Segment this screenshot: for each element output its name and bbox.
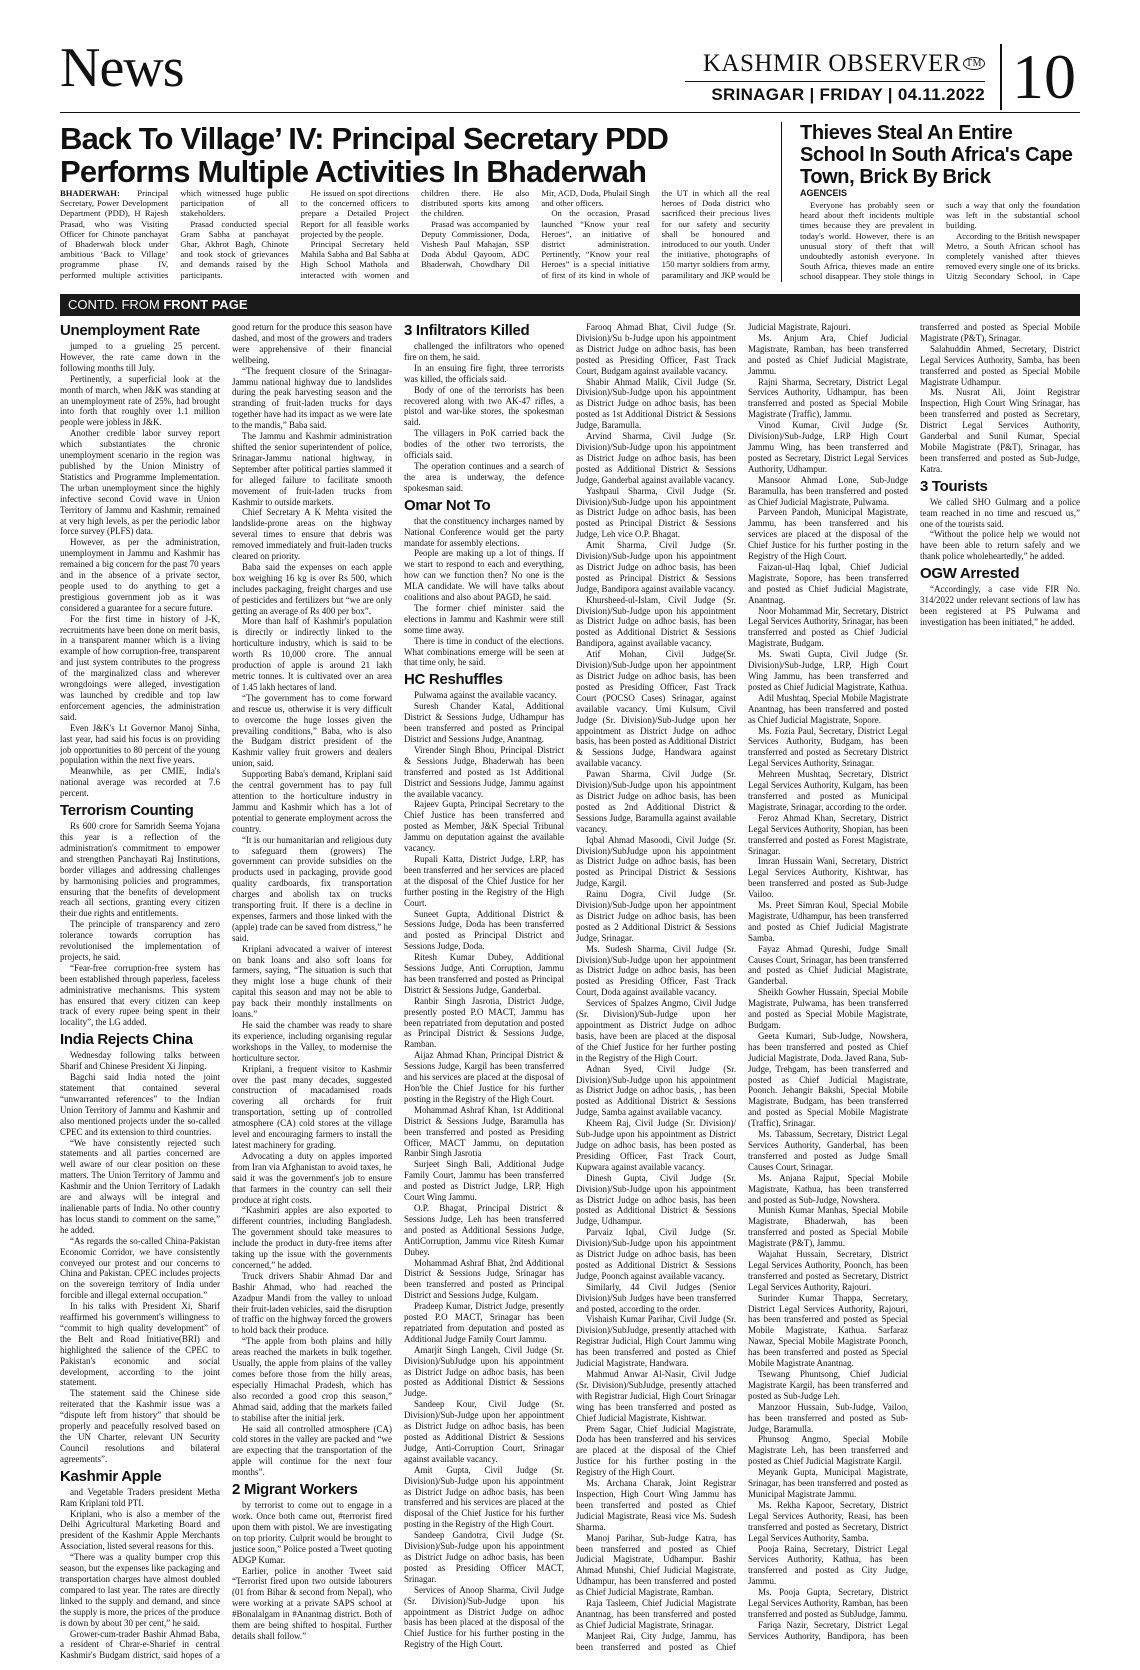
paragraph: Kriplani advocated a waiver of interest on bank loans and also soft loans for farmers, saying, “The situation is such that they might lose a huge chunk of their capital this season and may not be able to pay back their monthly installments on loans.” xyxy=(232,943,392,1020)
paragraph: Khursheed-ul-Islam, Civil Judge (Sr. Division)/Sub-Judge upon his appointment as District Judge on adhoc basis, has been posted as Additional District & Sessions Bandipora, against available vacancy. xyxy=(576,594,736,649)
paragraph: Noor Mohammad Mir, Secretary, District Legal Services Authority, Srinagar, has been transferred and posted as Chief Judicial Magistrate, Budgam. xyxy=(748,605,908,649)
paragraph: Rainu Dogra, Civil Judge (Sr. Division)/Sub-Judge upon her appointment as District Judge on adhoc basis, has been posted as 2 Additional District & Sessions Judge, Srinagar. xyxy=(576,889,736,943)
paragraph: Earlier, police in another Tweet said “Terrorist fired upon two outside labourers (01 from Bihar & second from Nepal), who were working at a private SAPS school at #Bonalalgam in #Anantnag district. Both of them are being shifted to hospital. Further details shall follow.” xyxy=(232,1565,392,1641)
paragraph: Ms. Pooja Gupta, Secretary, District Legal Services Authority, Ramban, has been transferred and posted as SubJudge, Jammu. xyxy=(748,1587,908,1619)
side-article-body xyxy=(800,200,1080,290)
paragraph: Atif Mohan, Civil Judge(Sr. Division)/Sub-Judge upon her appointment as District Judge on adhoc basis, has been posted as Presiding Officer, Fast Track Court (POCSO Cases) Srinagar, against available vacancy. Umi Kulsum, Civil Judge (Sr. Division)/Sub-Judge upon her appointment as District Judge on adhoc basis, has been posted as Additional District & Sessions Judge, Handwara against available vacancy. xyxy=(576,649,736,769)
paragraph: “The apple from both plains and hilly areas reached the markets in bulk together. Usually, the apple from plains of the valley comes before those from the hilly areas, especially Himachal Pradesh, which has also recorded a good crop this season,” Ahmad said, adding that the markets failed to stabilise after the initial jerk. xyxy=(232,1336,392,1423)
paragraph: Ms. Rekha Kapoor, Secretary, District Legal Services Authority, Reasi, has been transferred and posted as Secretary, District Legal Services Authority, Samba. xyxy=(748,1499,908,1543)
paragraph: “The frequent closure of the Srinagar-Jammu national highway due to landslides during the peak harvesting season and the stranding of fruit-laden trucks for days together have had its impact as we were late to the mandis,” Baba said. xyxy=(232,365,392,431)
trademark-icon: TM xyxy=(963,57,985,70)
paragraph: Body of one of the terrorists has been recovered along with two AK-47 rifles, a pistol and war-like stores, the spokesman said. xyxy=(404,384,564,428)
paragraph: Chief Secretary A K Mehta visited the landslide-prone areas on the highway several times to ensure that debris was removed immediately and fruit-laden trucks cleared on priority. xyxy=(232,507,392,562)
paragraph: “There was a quality bumper crop this season, but the expenses like packaging and transportation charges have almost doubled compared to last year. The rates are directly linked to the supply and demand, and since the supply is more, the prices of the produce is down by about 30 per cent,” he said. xyxy=(60,1552,220,1628)
paragraph: challenged the infiltrators who opened fire on them, he said. xyxy=(404,341,564,362)
story-body xyxy=(404,341,564,494)
paragraph: Similarly, 44 Civil Judges (Senior Division)/Sub Judges have been transferred and posted, according to the order. xyxy=(576,1281,736,1314)
paragraph: Tsewang Phuntsong, Chief Judicial Magistrate Kargil, has been transferred and posted as Sub-Judge Leh. xyxy=(748,1369,908,1401)
story-body xyxy=(404,516,564,669)
paragraph: Ms. Anjum Ara, Chief Judicial Magistrate, Ramban, has been transferred and posted as Chief Judicial Magistrate, Jammu. xyxy=(748,332,908,376)
paragraph: Phunsog Angmo, Special Mobile Magistrate Leh, has been transferred and posted as Chief Judicial Magistrate Kargil. xyxy=(748,1434,908,1467)
paragraph: Rajni Sharma, Secretary, District Legal Services Authority, Udhampur, has been transferred and posted as Special Mobile Magistrate (Traffic), Jammu. xyxy=(748,376,908,420)
divider xyxy=(60,112,1080,113)
paragraph: Munish Kumar Manhas, Special Mobile Magistrate, Bhaderwah, has been transferred and posted as Special Mobile Magistrate (P&T), Jammu. xyxy=(748,1205,908,1249)
paragraph: Kheem Raj, Civil Judge (Sr. Division)/ Sub-Judge upon his appointment as District Judge on adhoc basis, has been posted as Presiding Officer, Fast Track Court, Kupwara against available vacancy. xyxy=(576,1118,736,1172)
paragraph: Meyank Gupta, Municipal Magistrate, Srinagar, has been transferred and posted as Municipal Magistrate Jammu. xyxy=(748,1467,908,1499)
paragraph: “As regards the so-called China-Pakistan Economic Corridor, we have consistently conveyed our protest and our concerns to China and Pakistan. CPEC includes projects on the sovereign territory of India under forcible and illegal external occupation.” xyxy=(60,1235,220,1301)
paragraph: Virender Singh Bhou, Principal District & Sessions Judge, Bhaderwah has been transferred and posted as 1st Additional District and Sessions Judge, Jammu against the available vacancy. xyxy=(404,744,564,799)
section-title: News xyxy=(60,37,184,99)
paragraph: He said all controlled atmosphere (CA) cold stores in the valley are packed and “we are expecting that the transportation of the apple will continue for the next four months”. xyxy=(232,1423,392,1478)
paragraph: Manzoor Hussain, Sub-Judge, Vailoo, has been transferred and posted as Sub-Judge, Baramulla. xyxy=(748,1401,908,1434)
paragraph: Manjeet Rai, City Judge, Jammu, has been transferred and posted as Chief Judicial Magistrate, Rajouri. xyxy=(576,322,851,1652)
paragraph: Adnan Syed, Civil Judge (Sr. Division)/Sub-Judge upon his appointment as District Judge on adhoc basis, , has been posted as Additional District & Sessions Judge, Samba against available vacancy. xyxy=(576,1063,736,1118)
story-heading: 3 Infiltrators Killed xyxy=(404,322,530,339)
paragraph: Even J&K's Lt Governor Manoj Sinha, last year, had said his focus is on providing job opportunities to 80 percent of the young population within the next five years. xyxy=(60,722,220,766)
paragraph: Surinder Kumar Thappa, Secretary, District Legal Services Authority, Rajouri, has been transferred and posted as Special Mobile Magistrate, Kathua. Sarfaraz Nawaz, Special Mobile Magistrate Poonch, has been transferred and posted as Special Mobile Magistrate Anantnag. xyxy=(748,1292,908,1369)
masthead xyxy=(685,50,985,105)
paragraph: Parvaiz Iqbal, Civil Judge (Sr. Division)/Sub-Judge upon his appointment as District Judge on adhoc basis, has been posted as Additional District & Sessions Judge, Poonch against available vacancy. xyxy=(576,1227,736,1281)
lead-headline: Back To Village’ IV: Principal Secretary PDD Performs Multiple Activities In Bhaderwah xyxy=(60,121,669,189)
story-heading: Omar Not To xyxy=(404,496,491,514)
paragraph: Ms. Preet Simran Koul, Special Mobile Magistrate, Udhampur, has been transferred and posted as Chief Judicial Magistrate Samba. xyxy=(748,900,908,943)
story-body xyxy=(920,584,1080,628)
paragraph: “Fear-free corruption-free system has been established through paperless, faceless administrative mechanisms. This system has ensured that every citizen can keep track of every rupee being spent in their locality”, the LG added. xyxy=(60,962,220,1028)
paragraph: Rajeev Gupta, Principal Secretary to the Chief Justice has been transferred and posted as Member, J&K Special Tribunal Jammu on deputation against the available vacancy. xyxy=(404,799,564,854)
story-heading: Kashmir Apple xyxy=(60,1467,162,1485)
story-heading: 2 Migrant Workers xyxy=(232,1481,358,1499)
paragraph: Arvind Sharma, Civil Judge (Sr. Division)/Sub-Judge upon his appointment as District Judge on adhoc basis, has been posted as Additional District & Sessions Judge, Ganderbal against available vacancy. xyxy=(576,431,736,485)
paragraph: Pawan Sharma, Civil Judge (Sr. Division)/Sub-Judge upon his appointment as District Judge on adhoc basis, has been posted as 2nd Additional District & Sessions Judge, Baramulla against available vacancy. xyxy=(576,769,736,834)
paragraph: Sandeep Kour, Civil Judge (Sr. Division)/Sub-Judge upon her appointment as District Judge on adhoc basis, has been posted as Additional District & Sessions Judge, Anti-Corruption Court, Srinagar against available vacancy. xyxy=(404,1399,564,1464)
paragraph: Supporting Baba's demand, Kriplani said the central government has to pay full attention to the horticulture industry in Jammu and Kashmir which has a lot of potential to generate employment across the country. xyxy=(232,769,392,834)
story-heading: India Rejects China xyxy=(60,1031,193,1049)
paragraph: Ms. Fozia Paul, Secretary, District Legal Services Authority, Budgam, has been transferred and posted as Secretary District Legal Services Authority, Srinagar. xyxy=(748,725,908,769)
lead-article-body xyxy=(60,188,770,288)
paragraph: Everyone has probably seen or heard about theft incidents multiple times because they are prevalent in today's world. However, there is an unusual story of theft that will undoubtedly astonish everyone. In South Africa, thieves made an entire school disappear. They stole things in such a way that only the foundation was left in the substantial school building. xyxy=(800,200,1080,282)
paragraph: by terrorist to come out to engage in a work. Once both came out, #terrorist fired upon them with pistol. We are investigating on top priority. Culprit would be brought to justice soon,” Police posted a Tweet quoting ADGP Kumar. xyxy=(232,1500,392,1565)
paragraph: Rs 600 crore for Samridh Seema Yojana this year is a reflection of the administration's commitment to empower and strengthen Panchayati Raj Institutions, border villages and addressing challenges by harmonising policies and programmes, ensuring that the benefits of development reach all sections, granting every citizen their due rights and entitlements. xyxy=(60,821,220,919)
paragraph: Ms. Tabassum, Secretary, District Legal Services Authority, Ganderbal, has been transferred and posted as Judge Small Causes Court, Srinagar. xyxy=(748,1129,908,1172)
paragraph: Wajahat Hussain, Secretary, District Legal Services Authority, Poonch, has been transferred and posted as Secretary, District Legal Services Authority, Rajouri. xyxy=(748,1249,908,1292)
story-heading: OGW Arrested xyxy=(920,565,1020,583)
story-heading: 3 Tourists xyxy=(920,477,988,495)
side-byline: AGENCEIS xyxy=(800,188,848,198)
dateline: SRINAGAR | FRIDAY | 04.11.2022 xyxy=(711,85,985,104)
paragraph: Suneet Gupta, Additional District & Sessions Judge, Doda has been transferred and posted as Principal District and Sessions Judge, Doda. xyxy=(404,908,564,952)
paragraph: Mehreen Mushtaq, Secretary, District Legal Services Authority, Kulgam, has been transferred and posted as Municipal Magistrate, Srinagar, according to the order. xyxy=(748,769,908,812)
paragraph: Surjeet Singh Bali, Additional Judge Family Court, Jammu has been transferred and posted as District Judge, LRP, High Court Wing Jammu. xyxy=(404,1159,564,1203)
paragraph: BHADERWAH: Principal Secretary, Power Development Department (PDD), H Rajesh Prasad, who was Visiting Officer for Chinote panchayat of Bhaderwah block under ambitious ‘Back to Village’ programme phase IV, performed multiple activities which witnessed huge public participation of all stakeholders. xyxy=(60,188,289,280)
paragraph: Adil Mushtaq, Special Mobile Magistrate Anantnag, has been transferred and posted as Chief Judicial Magistrate, Sopore. xyxy=(748,692,908,725)
paragraph: He issued on spot directions to the concerned officers to prepare a Detailed Project Report for all feasible works projected by the people. xyxy=(300,188,409,239)
paragraph: Geeta Kumari, Sub-Judge, Nowshera, has been transferred and posted as Chief Judicial Magistrate, Doda. Javed Rana, Sub-Judge, Trehgam, has been transferred and posted as Chief Judicial Magistrate, Poonch. Jehangir Bakshi, Special Mobile Magistrate, Budgam, has been transferred and posted as Special Mobile Magistrate (Traffic), Srinagar. xyxy=(748,1030,908,1129)
contd-banner: CONTD. FROM FRONT PAGE xyxy=(60,294,1080,316)
paragraph: Mahmud Anwar Al-Nasir, Civil Judge (Sr. Division)/SubJudge, presently attached with Registrar Judicial, High Court Srinagar wing has been transferred and posted as Chief Judicial Magistrate, Kishtwar. xyxy=(576,1369,736,1423)
paragraph: O.P. Bhagat, Principal District & Sessions Judge, Leh has been transferred and posted as Additional Sessions Judge, AntiCorruption, Jammu vice Ritesh Kumar Dubey. xyxy=(404,1202,564,1257)
paragraph: Grower-cum-trader Bashir Ahmad Baba, a resident of Chrar-e-Sharief in central Kashmir's Budgam district, said hopes of a good return for the produce this season have dashed, and most of the growers and traders were apprehensive of their financial wellbeing. xyxy=(60,322,392,1661)
paragraph: Principal Secretary held Mahila Sabha and Bal Sabha at High School Mathola and interacted with women and children there. He also distributed sports kits among the children. xyxy=(300,188,530,280)
paragraph: Feroz Ahmad Khan, Secretary, District Legal Services Authority, Shopian, has been transferred and posted as Forest Magistrate, Srinagar. xyxy=(748,812,908,856)
paragraph: Prasad conducted special Gram Sabha at panchayat Ghar, Akhrot Bagh, Chinote and took stock of grievances and demands raised by the participants. xyxy=(180,218,289,280)
paragraph: Faizan-ul-Haq Iqbal, Chief Judicial Magistrate, Sopore, has been transferred and posted as Chief Judicial Magistrate, Anantnag. xyxy=(748,561,908,605)
paragraph: Mansoor Ahmad Lone, Sub-Judge Baramulla, has been transferred and posted as Chief Judicial Magistrate, Pulwama. xyxy=(748,474,908,507)
side-headline: Thieves Steal An Entire School In South Africa's Cape Town, Brick By Brick xyxy=(800,122,1073,188)
paragraph: Raja Tasleem, Chief Judicial Magistrate Anantnag, has been transferred and posted as Chief Judicial Magistrate, Srinagar. xyxy=(576,1598,736,1630)
paragraph: People are making up a lot of things. If we start to respond to each and everything, how can we function then? No one is the MLA candidate. We will have talks about coalitions and also about PAGD, he said. xyxy=(404,548,564,603)
story-heading: HC Reshuffles xyxy=(404,671,503,689)
paragraph: More than half of Kashmir's population is directly or indirectly linked to the horticulture industry, which is said to be worth Rs 10,000 crore. The annual production of apple is around 21 lakh metric tonnes. It is cultivated over an area of 1.45 lakh hectares of land. xyxy=(232,616,392,692)
paragraph: Ranbir Singh Jasrotia, District Judge, presently posted P.O MACT, Jammu has been repatriated from deputation and posted as Principal District & Sessions Judge, Ramban. xyxy=(404,995,564,1050)
paragraph: Prem Sagar, Chief Judicial Magistrate, Doda has been transferred and his services are placed at the disposal of the Chief Justice for his further posting in the Registry of the High Court. xyxy=(576,1423,736,1478)
paragraph: Advocating a duty on apples imported from Iran via Afghanistan to avoid taxes, he said it was the government's job to ensure that farmers in the country can sell their produce at right costs. xyxy=(232,1150,392,1205)
paragraph: Ms. Sudesh Sharma, Civil Judge (Sr. Division)/Sub-Judge upon her appointment as District Judge on adhoc basis, has been posted as Presiding Officer, Fast Track Court, Doda against available vacancy. xyxy=(576,943,736,998)
paragraph: Fariqa Nazir, Secretary, District Legal Services Authority, Bandipora, has been transferred and posted as Special Mobile Magistrate (P&T), Srinagar. xyxy=(748,322,1080,1641)
paragraph: Mohammad Ashraf Khan, 1st Additional District & Sessions Judge, Baramulla has been transferred and posted as Presiding Officer, MACT Jammu, on deputation Ranbir Singh Jasrotia xyxy=(404,1104,564,1159)
paragraph: We called SHO Gulmarg and a police team reached in no time and rescued us,” one of the tourists said. xyxy=(920,496,1080,529)
story-body xyxy=(60,341,220,799)
paragraph: and Vegetable Traders president Metha Ram Kriplani told PTI. xyxy=(60,1486,220,1508)
paragraph: Meanwhile, as per CMIE, India's national average was recorded at 7.6 percent. xyxy=(60,766,220,799)
paragraph: Suresh Chander Katal, Additional District & Sessions Judge, Udhampur has been transferred and posted as Principal District and Sessions Judge, Anantnag. xyxy=(404,701,564,744)
paragraph: “Without the police help we would not have been able to return safely and we thank police wholeheartedly,” he added. xyxy=(920,529,1080,562)
paragraph: According to the British newspaper Metro, a South African school has completely vanished after thieves removed every single one of its bricks. Uitzig Secondary School, in Cape xyxy=(946,230,1080,282)
paragraph: “We have consistently rejected such statements and all parties concerned are well aware of our clear position on these matters. The Union Territory of Jammu and Kashmir and the Union Territory of Ladakh are and always will be integral and inalienable parts of India. No other country has locus standi to comment on the same,” he added. xyxy=(60,1137,220,1235)
story-body xyxy=(232,1500,392,1642)
paragraph: In an ensuing fire fight, three terrorists was killed, the officials said. xyxy=(404,362,564,384)
paragraph: Amit Sharma, Civil Judge (Sr. Division)/Sub-Judge upon his appointment as District Judge on adhoc basis, has been posted as Principal District & Sessions Judge, Bandipora against available vacancy. xyxy=(576,540,736,594)
paragraph: that the constituency incharges named by National Conference would get the party mandate for assembly elections. xyxy=(404,515,564,548)
paragraph: “Kashmiri apples are also exported to different countries, including Bangladesh. The government should take measures to include the product in duty-free items after taking up the issue with the governments concerned,” he added. xyxy=(232,1205,392,1270)
paragraph: Sandeep Gandotra, Civil Judge (Sr. Division)/Sub-Judge upon his appointment as District Judge on adhoc basis, has been posted as Presiding Officer MACT, Srinagar. xyxy=(404,1530,564,1584)
paragraph: Vishaish Kumar Parihar, Civil Judge (Sr. Division)/SubJudge, presently attached with Registrar Judicial, High Court Jammu wing has been transferred and posted as Chief Judicial Magistrate, Handwara. xyxy=(576,1314,736,1369)
paragraph: Vinod Kumar, Civil Judge (Sr. Division)/Sub-Judge, LRP High Court Jammu Wing, has been transferred and posted as Secretary, District Legal Services Authority, Udhampur. xyxy=(748,420,908,474)
paragraph: Farooq Ahmad Bhat, Civil Judge (Sr. Division)/Su b-Judge upon his appointment as District Judge on adhoc basis, has been posted as Presiding Officer, Fast Track Court, Budgam against available vacancy. xyxy=(576,322,736,376)
paragraph: “It is our humanitarian and religious duty to safeguard them (growers) The government can provide subsidies on the products used in packaging, provide good quality cardboards, fix transportation charges and abolish tax on trucks transporting fruit. If there is a decline in expenses, farmers and those linked with the (apple) trade can be saved from distress,” he said. xyxy=(232,834,392,943)
paragraph: Services of Spalzes Angmo, Civil Judge (Sr. Division)/Sub-Judge upon her appointment as District Judge on adhoc basis, have been are placed at the disposal of the Chief Justice for her further posting in the Registry of the High Court. xyxy=(576,998,736,1063)
paragraph: He said the chamber was ready to share its experience, including organising regular workshops in the Valley, to modernise the horticulture sector. xyxy=(232,1020,392,1063)
paragraph: Ms. Swati Gupta, Civil Judge (Sr. Division)/Sub-Judge, LRP, High Court Wing Jammu, has been transferred and posted as Chief Judicial Magistrate, Kathua. xyxy=(748,649,908,692)
paragraph: The Jammu and Kashmir administration shifted the senior superintendent of police, Srinagar-Jammu national highway, in September after political parties slammed it for alleged failure to facilitate smooth movement of fruit-laden trucks from Kashmir to outside markets. xyxy=(232,431,392,507)
paragraph: Iqbal Ahmad Masoodi, Civil Judge (Sr. Division)/SubJudge upon his appointment as District Judge on adhoc basis, has been posted as Principal District & Sessions Judge, Kargil. xyxy=(576,834,736,889)
paragraph: Sheikh Gowher Hussain, Special Mobile Magistrate, Pulwama, has been transferred and posted as Special Mobile Magistrate, Budgam. xyxy=(748,987,908,1030)
paragraph: Wednesday following talks between Sharif and Chinese President Xi Jinping. xyxy=(60,1050,220,1072)
paragraph: Yashpaul Sharma, Civil Judge (Sr. Division)/Sub-Judge upon his appointment as District Judge on adhoc basis, has been posted as Principal District & Sessions Judge, Leh vice O.P. Bhagat. xyxy=(576,485,736,540)
story-heading: Unemployment Rate xyxy=(60,322,200,339)
paragraph: The principle of transparency and zero tolerance towards corruption has revolutionised the implementation of projects, he said. xyxy=(60,919,220,962)
newspaper-name: KASHMIR OBSERVER ™ xyxy=(685,50,985,78)
paragraph: Parveen Pandoh, Municipal Magistrate, Jammu, has been transferred and his services are placed at the disposal of the Chief Justice for his further posting in the Registry of the High Court. xyxy=(748,507,908,562)
continued-stories xyxy=(60,322,1080,1662)
paragraph: Prasad was accompanied by Deputy Commissioner, Doda, Vishesh Paul Mahajan, SSP Doda Abdul Qayoom, ADC Bhaderwah, Chowdhary Dil Mir, ACD, Doda, Phulail Singh and other officers. xyxy=(420,188,650,270)
divider xyxy=(781,122,782,282)
paragraph: Bagchi said India noted the joint statement that contained several “unwarranted references” to the Indian Union Territory of Jammu and Kashmir and also mentioned projects under the so-called CPEC and its extension to third countries. xyxy=(60,1072,220,1137)
paragraph: Ms. Nusrat Ali, Joint Registrar Inspection, High Court Wing Srinagar, has been transferred and posted as Secretary, District Legal Services Authority, Ganderbal and Sunil Kumar, Special Mobile Magistrate (P&T), Srinagar, has been transferred and posted as Sub-Judge, Katra. xyxy=(920,387,1080,474)
paragraph: Ms. Anjana Rajput, Special Mobile Magistrate, Kathua, has been transferred and posted as Sub-Judge, Nowshera. xyxy=(748,1172,908,1205)
paragraph: However, as per the administration, unemployment in Jammu and Kashmir has remained a big concern for the past 70 years and in the absence of a private sector, people used to do anything to get a prestigious government job as it was considered a guarantee for a secure future. xyxy=(60,537,220,613)
paragraph: Kriplani, a frequent visitor to Kashmir over the past many decades, suggested construction of macadamised roads covering all orchards for fruit transportation, setting up of controlled atmosphere (CA) cold stores at the village level and encouraging farmers to install the latest machinery for grading. xyxy=(232,1063,392,1150)
paragraph: Dinesh Gupta, Civil Judge (Sr. Division)/Sub-Judge upon his appointment as District Judge on adhoc basis, has been posted as Additional District & Sessions Judge, Udhampur. xyxy=(576,1172,736,1227)
paragraph: Kriplani, who is also a member of the Delhi Agricultural Marketing Board and president of the Kashmir Apple Merchants Association, listed several reasons for this. xyxy=(60,1508,220,1552)
paragraph: Pertinently, a superficial look at the month of march, when J&K was standing at an unemployment rate of 25%, had brought into forth that roughly over 1.1 million people were jobless in J&K. xyxy=(60,373,220,428)
paragraph: Salahuddin Ahmed, Secretary, District Legal Services Authority, Samba, has been transferred and posted as Special Mobile Magistrate Udhampur. xyxy=(920,343,1080,387)
paragraph: “Accordingly, a case vide FIR No. 314/2022 under relevant sections of law has been registered at PS Pulwama and investigation has been initiated,” he added. xyxy=(920,584,1080,627)
paragraph: On the occasion, Prasad launched “Know your real Heroes”, an initiative of district administration. Pertinently, “Know your real Heroes” is a special initiative of first of its kind in whole of the UT in which all the real heroes of Doda district who sacrificed their precious lives for our safety and security shall be honoured and introduced to our youth. Under the initiative, photographs of 150 martyr soldiers from army, paramilitary and JKP would be xyxy=(541,188,770,280)
paragraph: Pradeep Kumar, District Judge, presently posted P.O MACT, Srinagar has been repatriated from deputation and posted as Additional Judge Family Court Jammu. xyxy=(404,1301,564,1344)
paragraph: Ritesh Kumar Dubey, Additional Sessions Judge, Anti Corruption, Jammu has been transferred and posted as Principal District & Sessions Judge, Ganderbal. xyxy=(404,952,564,995)
paragraph: Manoj Parihar, Sub-Judge Katra, has been transferred and posted as Chief Judicial Magistrate, Udhampur. Bashir Ahmad Munshi, Chief Judicial Magistrate, Udhampur, has been transferred and posted as Chief Judicial Magistrate, Ramban. xyxy=(576,1532,736,1598)
story-body xyxy=(920,497,1080,562)
paragraph: Amarjit Singh Langeh, Civil Judge (Sr. Division)/SubJudge upon his appointment as District Judge on adhoc basis, has been posted as Additional District & Sessions Judge. xyxy=(404,1344,564,1399)
story-heading: Terrorism Counting xyxy=(60,802,194,820)
paragraph: Pulwama against the available vacancy. xyxy=(414,690,557,701)
paragraph: The former chief minister said the elections in Jammu and Kashmir were still some time away. xyxy=(404,602,564,635)
paragraph: The statement said the Chinese side reiterated that the Kashmir issue was a “dispute left from history” that should be properly and peacefully resolved based on the UN Charter, relevant UN Security Council resolutions and bilateral agreements”. xyxy=(60,1388,220,1464)
paragraph: The villagers in PoK carried back the bodies of the other two terrorists, the officials said. xyxy=(404,428,564,461)
paragraph: Mohammad Ashraf Bhat, 2nd Additional District & Sessions Judge, Srinagar has been transferred and posted as Principal District and Sessions Judge, Kulgam. xyxy=(404,1257,564,1301)
paragraph: Ms. Archana Charak, Joint Registrar Inspection, High Court Wing Jammu has been transferred and posted as Chief Judicial Magistrate, Reasi vice Ms. Sudesh Sharma. xyxy=(576,1478,736,1532)
paragraph: The operation continues and a search of the area is underway, the defence spokesman said. xyxy=(404,460,564,493)
paragraph: For the first time in history of J-K, recruitments have been done on merit basis, in a transparent manner which is a living example of how corruption-free, transparent and just system contributes to the progress of the marginalized class and wherever wrongdoings were alleged, investigation was launched by credible and top law enforcement agencies, the administration said. xyxy=(60,613,220,722)
paragraph: In his talks with President Xi, Sharif reaffirmed his government's willingness to “commit to high quality development” of the Belt and Road Initiative(BRI) and highlighted the salience of the CPEC to Pakistan's economic and social development, according to the joint statement. xyxy=(60,1301,220,1388)
paragraph: Fayaz Ahmad Qureshi, Judge Small Causes Court, Srinagar, has been transferred and posted as Chief Judicial Magistrate, Ganderbal. xyxy=(748,943,908,987)
paragraph: Pooja Raina, Secretary, District Legal Services Authority, Kathua, has been transferred and posted as City Judge, Jammu. xyxy=(748,1543,908,1587)
paragraph: Another credible labor survey report which substantiates the chronic unemployment scenario in the region was published by the Union Ministry of Statistics and Programme Implementation. The urban unemployment since the highly infective second Covid wave in Union Territory of Jammu and Kashmir, remained at very high levels, as per the periodic labor force survey (PLFS) data. xyxy=(60,428,220,537)
paragraph: Aijaz Ahmad Khan, Principal District & Sessions Judge, Kargil has been transferred and his services are placed at the disposal of Hon'ble the Chief Justice for his further posting in the Registry of the High Court. xyxy=(404,1050,564,1104)
paragraph: jumped to a grueling 25 percent. However, the rate came down in the following months till July. xyxy=(60,341,220,373)
paragraph: Shabir Ahmad Malik, Civil Judge (Sr. Division)/Sub-Judge upon his appointment as District Judge on adhoc basis, has been posted as 1st Additional District & Sessions Judge, Baramulla. xyxy=(576,376,736,431)
story-body xyxy=(60,1050,220,1464)
paragraph: Rupali Katta, District Judge, LRP, has been transferred and her services are placed at the disposal of the Chief Justice for her further posting in the Registry of the High Court. xyxy=(404,853,564,908)
story-body xyxy=(60,821,220,1028)
paragraph: Truck drivers Shabir Ahmad Dar and Bashir Ahmad, who had reached the Azadpur Mandi from the valley to unload their fruit-laden vehicles, said the disruption of traffic on the highway forced the growers to hold back their produce. xyxy=(232,1270,392,1336)
paragraph: Imran Hussain Wani, Secretary, District Legal Services Authority, Kishtwar, has been transferred and posted as Sub-Judge Vailoo. xyxy=(748,856,908,900)
paragraph: Baba said the expenses on each apple box weighing 16 kg is over Rs 500, which includes packaging, freight charges and use of pesticides and fertilizers but “we are only getting an average of Rs 400 per box”. xyxy=(232,561,392,616)
paragraph: There is time in conduct of the elections. What combinations emerge will be seen at that time only, he said. xyxy=(404,635,564,668)
page-number: 10 xyxy=(1000,44,1092,110)
paragraph: “The government has to come forward and rescue us, otherwise it is very difficult to overcome the huge losses given the prevailing conditions,” Baba, who is also the Budgam district president of the Kashmir valley fruit growers and dealers union, said. xyxy=(232,692,392,769)
paragraph: Amit Gupta, Civil Judge (Sr. Division)/Sub-Judge upon his appointment as District Judge on adhoc basis, has been transferred and his services are placed at the disposal of the Chief Justice for his further posting in the Registry of the High Court. xyxy=(404,1464,564,1530)
paragraph: Services of Anoop Sharma, Civil Judge (Sr. Division)/Sub-Judge upon his appointment as District Judge on adhoc basis has been placed at the disposal of the Chief Justice for his further posting in the Registry of the High Court. xyxy=(404,1584,564,1650)
